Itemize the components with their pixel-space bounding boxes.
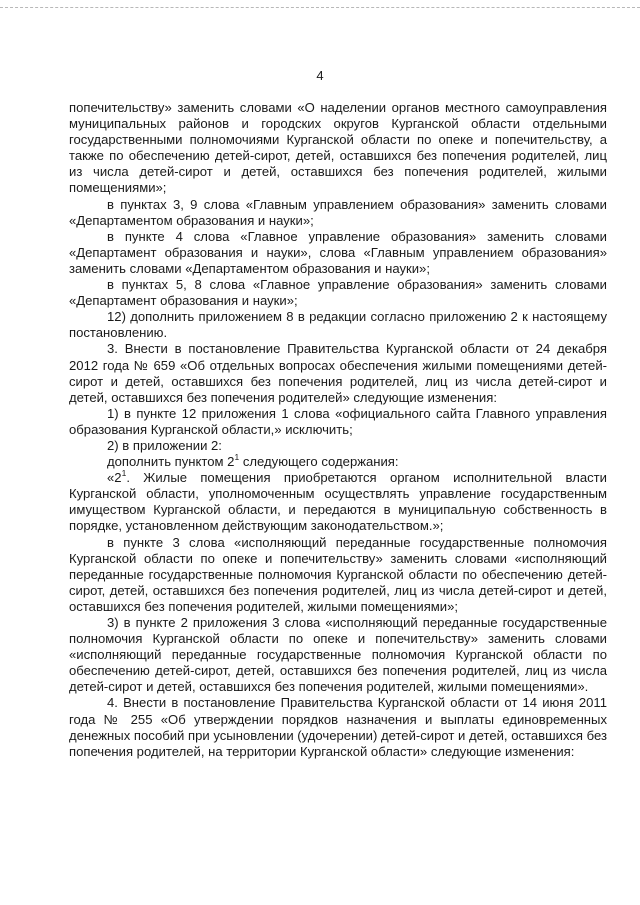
paragraph-add-point	[69, 454, 607, 470]
superscript: 1	[121, 468, 127, 479]
paragraph-point-3: в пункте 3 слова «исполняющий переданные государственные полномочия Курганской области по опеке и попечительству» заменить словами «исполняющий переданные государственные полномочия Курганской области по обеспечению детей-сирот, детей, оставшихся без попечения родителей, лиц из числа детей-сирот и детей, оставшихся без попечения родителей, жилыми помещениями»;	[69, 534, 607, 614]
paragraph-text: . Жилые помещения приобретаются органом исполнительной власти Курганской области, уполномоченным осуществлять управление государственным имуществом Курганской области, и передаются в муниципальную собственность в порядке, установленном действующим законодательством.»;	[69, 470, 607, 534]
paragraph-text: «2	[107, 470, 122, 486]
paragraph-text: дополнить пунктом 2	[107, 454, 235, 470]
paragraph-subitem-1: 1) в пункте 12 приложения 1 слова «официального сайта Главного управления образования Курганской области,» исключить;	[69, 405, 607, 437]
paragraph-subitem-2: 2) в приложении 2:	[107, 437, 222, 453]
paragraph-point-2-1	[69, 470, 607, 534]
scan-edge-line	[0, 7, 640, 8]
paragraph-section-3: 3. Внести в постановление Правительства Курганской области от 24 декабря 2012 года № 659 «Об отдельных вопросах обеспечения жилыми помещениями детей-сирот и детей, оставшихся без попечения родителей, лиц из числа детей-сирот и детей, оставшихся без попечения родителей» следующие изменения:	[69, 341, 607, 405]
paragraph-subitem-3: 3) в пункте 2 приложения 3 слова «исполняющий переданные государственные полномочия Курганской области по опеке и попечительству» заменить словами «исполняющий переданные государственные полномочия Курганской области по обеспечению детей-сирот, детей, оставшихся без попечения родителей, лиц из числа детей-сирот и детей, оставшихся без попечения родителей, жилыми помещениями».	[69, 615, 607, 695]
superscript: 1	[234, 452, 240, 463]
page-number: 4	[316, 68, 324, 83]
paragraph-item-12: 12) дополнить приложением 8 в редакции согласно приложению 2 к настоящему постановлению.	[69, 309, 607, 341]
paragraph-point-4: в пункте 4 слова «Главное управление образования» заменить словами «Департамент образования и науки», слова «Главным управлением образования» заменить словами «Департаментом образования и науки»;	[69, 228, 607, 276]
paragraph-section-4: 4. Внести в постановление Правительства Курганской области от 14 июня 2011 года № 255 «Об утверждении порядков назначения и выплаты единовременных денежных пособий при усыновлении (удочерении) детей-сирот и детей, оставшихся без попечения родителей, на территории Курганской области» следующие изменения:	[69, 695, 607, 759]
paragraph-text: следующего содержания:	[239, 454, 399, 470]
paragraph-continuation: попечительству» заменить словами «О наделении органов местного самоуправления муниципальных районов и городских округов Курганской области отдельными государственными полномочиями Курганской области по опеке и попечительству, а также по обеспечению детей-сирот, детей, оставшихся без попечения родителей, лиц из числа детей-сирот и детей, оставшихся без попечения родителей, жилыми помещениями»;	[69, 100, 607, 196]
paragraph-points-3-9: в пунктах 3, 9 слова «Главным управлением образования» заменить словами «Департаментом образования и науки»;	[69, 196, 607, 228]
document-body	[69, 100, 607, 760]
paragraph-points-5-8: в пунктах 5, 8 слова «Главное управление образования» заменить словами «Департамент образования и науки»;	[69, 277, 607, 309]
